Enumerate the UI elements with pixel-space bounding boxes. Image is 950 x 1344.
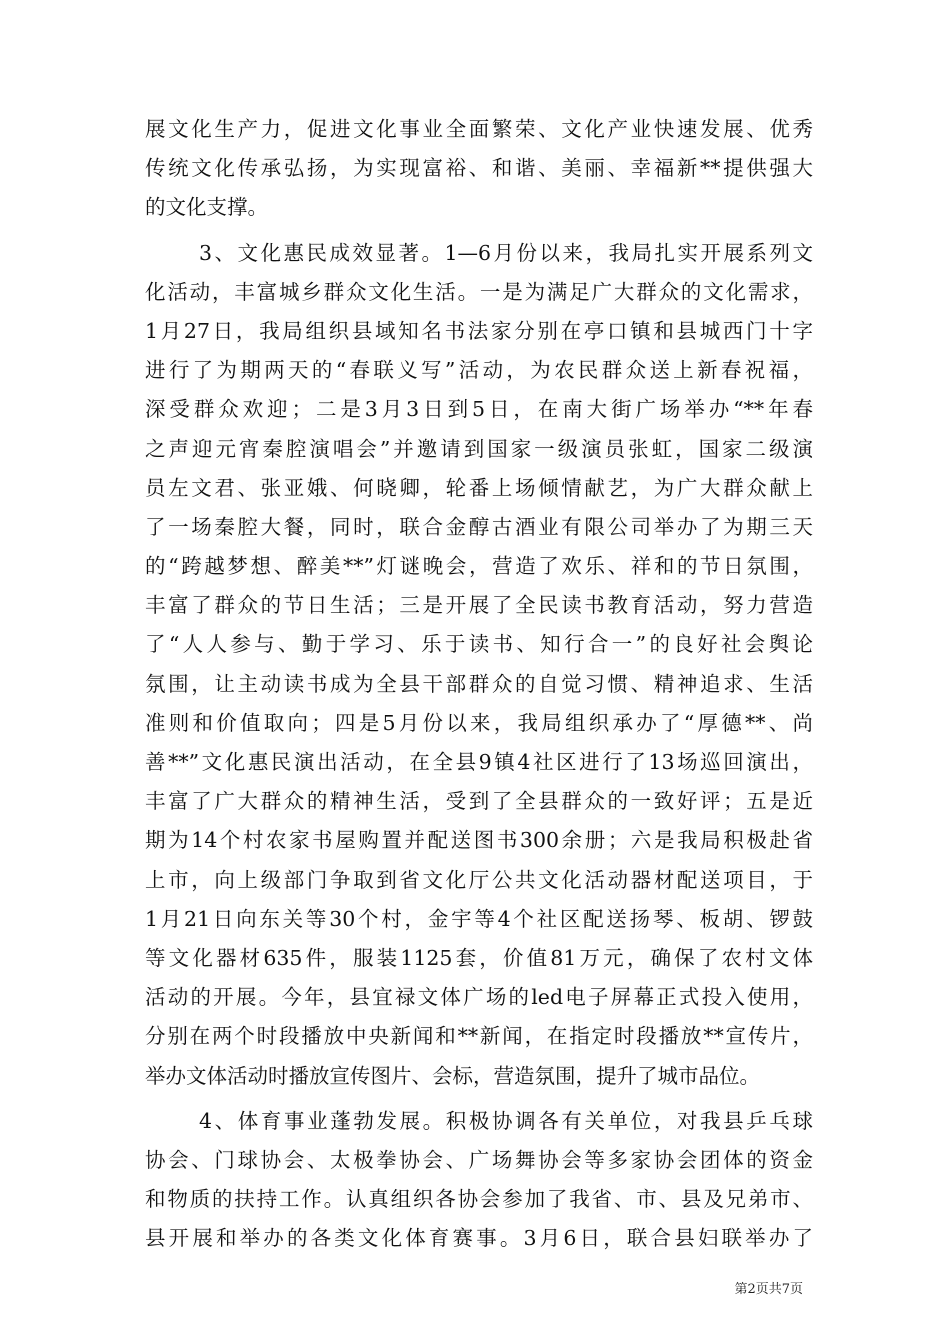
text-line: 氛围，让主动读书成为全县干部群众的自觉习惯、精神追求、生活 bbox=[145, 671, 813, 696]
text-line: 1月27日，我局组织县域知名书法家分别在亭口镇和县城西门十字 bbox=[145, 318, 813, 343]
text-line: 丰富了广大群众的精神生活，受到了全县群众的一致好评；五是近 bbox=[145, 789, 813, 814]
text-line: 1月21日向东关等30个村，金宇等4个社区配送扬琴、板胡、锣鼓 bbox=[145, 906, 813, 931]
text-line: 的“跨越梦想、醉美**”灯谜晚会，营造了欢乐、祥和的节日氛围， bbox=[145, 554, 813, 579]
text-line: 丰富了群众的节日生活；三是开展了全民读书教育活动，努力营造 bbox=[145, 593, 813, 618]
paragraph-start-line: 4、体育事业蓬勃发展。积极协调各有关单位，对我县乒乓球 bbox=[199, 1108, 813, 1133]
text-line: 了“人人参与、勤于学习、乐于读书、知行合一”的良好社会舆论 bbox=[145, 632, 813, 657]
text-line: 分别在两个时段播放中央新闻和**新闻，在指定时段播放**宣传片， bbox=[145, 1024, 813, 1049]
text-line: 传统文化传承弘扬，为实现富裕、和谐、美丽、幸福新**提供强大 bbox=[145, 156, 813, 181]
paragraph-start-line: 3、文化惠民成效显著。1—6月份以来，我局扎实开展系列文 bbox=[199, 240, 813, 265]
text-line: 了一场秦腔大餐，同时，联合金醇古酒业有限公司举办了为期三天 bbox=[145, 514, 813, 539]
text-line: 进行了为期两天的“春联义写”活动，为农民群众送上新春祝福， bbox=[145, 358, 813, 383]
page-number: 第2页共7页 bbox=[734, 1282, 803, 1297]
text-line: 深受群众欢迎；二是3月3日到5日，在南大街广场举办“**年春 bbox=[145, 397, 813, 422]
text-line: 期为14个村农家书屋购置并配送图书300余册；六是我局积极赴省 bbox=[145, 828, 813, 853]
text-line: 的文化支撑。 bbox=[145, 195, 268, 220]
text-line: 县开展和举办的各类文化体育赛事。3月6日，联合县妇联举办了 bbox=[145, 1226, 813, 1251]
text-line: 员左文君、张亚娥、何晓卿，轮番上场倾情献艺，为广大群众献上 bbox=[145, 475, 813, 500]
document-body bbox=[145, 110, 813, 1258]
text-line: 善**”文化惠民演出活动，在全县9镇4社区进行了13场巡回演出， bbox=[145, 750, 813, 774]
text-line: 展文化生产力，促进文化事业全面繁荣、文化产业快速发展、优秀 bbox=[145, 117, 813, 141]
text-line: 之声迎元宵秦腔演唱会”并邀请到国家一级演员张虹，国家二级演 bbox=[145, 436, 813, 461]
text-line: 准则和价值取向；四是5月份以来，我局组织承办了“厚德**、尚 bbox=[145, 710, 813, 735]
text-line: 上市，向上级部门争取到省文化厅公共文化活动器材配送项目，于 bbox=[145, 867, 813, 892]
text-line: 协会、门球协会、太极拳协会、广场舞协会等多家协会团体的资金 bbox=[145, 1147, 813, 1172]
text-line: 举办文体活动时播放宣传图片、会标，营造氛围，提升了城市品位。 bbox=[145, 1063, 760, 1088]
text-line: 和物质的扶持工作。认真组织各协会参加了我省、市、县及兄弟市、 bbox=[145, 1187, 813, 1212]
text-line: 活动的开展。今年，县宜禄文体广场的led电子屏幕正式投入使用， bbox=[145, 985, 813, 1010]
text-line: 化活动，丰富城乡群众文化生活。一是为满足广大群众的文化需求， bbox=[145, 279, 813, 304]
text-line: 等文化器材635件，服装1125套，价值81万元，确保了农村文体 bbox=[145, 945, 813, 970]
